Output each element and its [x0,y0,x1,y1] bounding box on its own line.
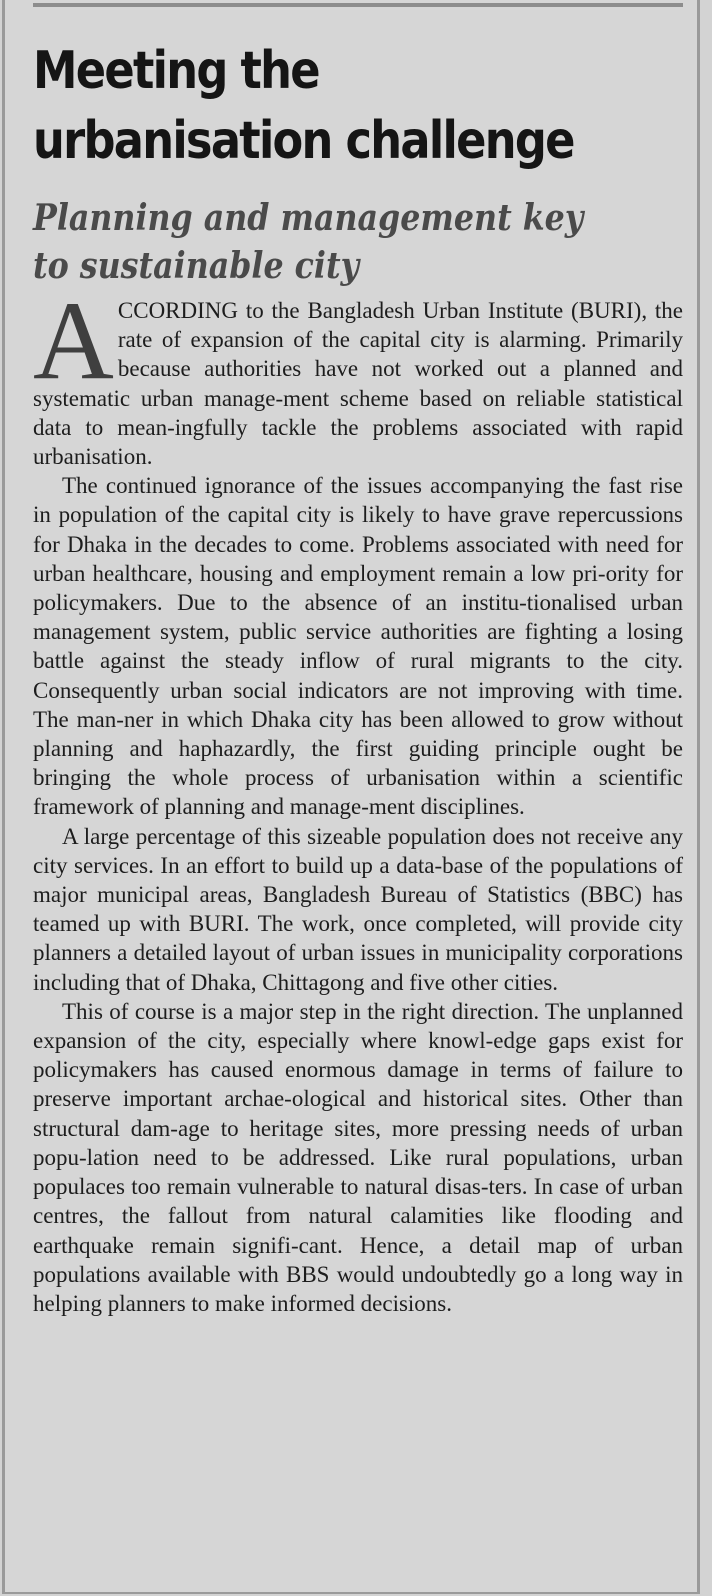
drop-cap: A [33,279,114,403]
article-body [33,279,683,1318]
article-clipping [2,0,700,1594]
paragraph-4: This of course is a major step in the right direction. The unplanned expansion of the city, especially where knowl-edge gaps exist for policymakers has caused enormous damage in terms of failure to preserve important archae-ological and historical sites. Other than structural dam-age to heritage sites, more pressing needs of urban popu-lation need to be addressed. Like rural populations, urban populaces too remain vulnerable to natural disas-ters. In case of urban centres, the fallout from natural calamities like flooding and earthquake remain signifi-cant. Hence, a detail map of urban populations available with BBS would undoubtedly go a long way in helping planners to make informed decisions. [33,998,683,1316]
paragraph-3: A large percentage of this sizeable population does not receive any city services. In an effort to build up a data-base of the populations of major municipal areas, Bangladesh Bureau of Statistics (BBC) has teamed up with BURI. The work, once completed, will provide city planners a detailed layout of urban issues in municipality corporations including that of Dhaka, Chittagong and five other cities. [33,823,683,995]
paragraph-2: The continued ignorance of the issues accompanying the fast rise in population of the capital city is likely to have grave repercussions for Dhaka in the decades to come. Problems associated with need for urban healthcare, housing and employment remain a low pri-ority for policymakers. Due to the absence of an institu-tionalised urban management system, public service authorities are fighting a losing battle against the steady inflow of rural migrants to the city. Consequently urban social indicators are not improving with time. The man-ner in which Dhaka city has been allowed to grow without planning and haphazardly, the first guiding principle ought be bringing the whole process of urbanisation within a scientific framework of planning and manage-ment disciplines. [33,473,683,820]
paragraph-1-text: CCORDING to the Bangladesh Urban Institute (BURI), the rate of expansion of the capital city is alarming. Primarily because authorities have not worked out a planned and systematic urban manage-ment scheme based on reliable statistical data to mean-ingfully tackle the problems associated with rapid urbanisation. [33,298,683,470]
article-headline: Meeting the urbanisation challenge [33,41,574,171]
article-subheadline: Planning and management key to sustainable city [33,197,584,287]
top-rule [33,3,683,7]
paragraph-1 [33,279,683,471]
